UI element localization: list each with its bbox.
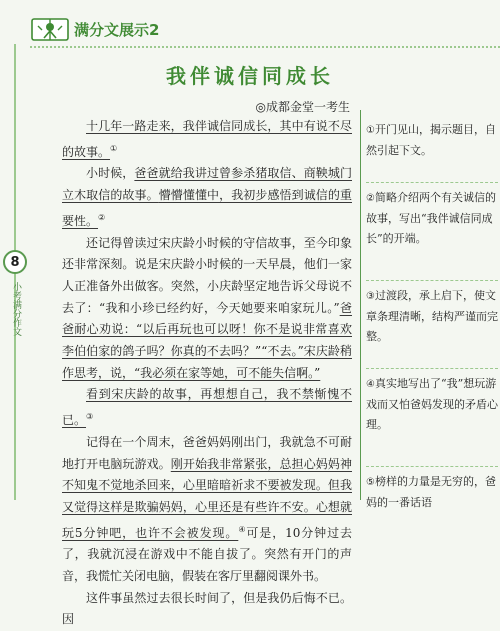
essay-paragraph: [62, 116, 352, 163]
text-segment: 可是，10分钟过去了，我就沉浸在游戏中不能自拔了。突然有开门的声音，我慌忙关闭电脑，假装在客厅里翻阅课外书。: [62, 525, 352, 584]
annotation-text: 真实地写出了“我”想玩游戏而又怕爸妈发现的矛盾心理。: [366, 377, 498, 431]
annotation-note: [366, 374, 498, 435]
underlined-text: 懵懵懂懂中，我初步感悟到诚信的重要性。: [62, 188, 352, 228]
annotation-text: 过渡段，承上启下，使文章条理清晰，结构严谨而完整。: [366, 289, 498, 343]
page-number-badge: 8: [3, 250, 27, 274]
annotation-marker: ④: [238, 524, 247, 534]
annotation-marker: ②: [98, 212, 106, 222]
annotation-note: [366, 472, 498, 513]
annotation-number: ⑤: [366, 477, 375, 488]
essay-byline: ◎成都金堂一考生: [255, 100, 350, 114]
underlined-text: 爸爸耐心劝说：“以后再玩也可以呀！你不是说非常喜欢李伯伯家的鸽子吗？你真的不去吗？”“不去。”宋庆龄稍作思考，说，“我必须在家等她，可不能失信啊。”: [62, 300, 352, 380]
annotation-column: [366, 116, 498, 509]
essay-title: 我伴诚信同成长: [166, 64, 334, 88]
section-title: 满分文展示2: [74, 20, 160, 39]
note-separator: [366, 182, 498, 183]
column-divider: [360, 110, 361, 500]
side-label: 小考满分作文: [11, 282, 21, 336]
note-separator: [366, 368, 498, 369]
section-header: [30, 14, 159, 44]
annotation-note: [366, 286, 498, 347]
essay-paragraph: [62, 432, 352, 588]
underlined-text: 刚开始我非常紧张，总担心妈妈神不知鬼不觉地杀回来，心里暗暗祈求不要被发现。但我又觉得这样是欺骗妈妈，心里还是有些许不安。心想就玩5分钟吧，也许不会被发现。: [62, 456, 352, 540]
text-segment: 还记得曾读过宋庆龄小时候的守信故事，至今印象还非常深刻。说是宋庆龄小时候的一天早晨，他们一家人正准备外出做客。突然，小庆龄坚定地告诉父母说不去了：“我和小珍已经约好，今天她要来咱家玩儿。”: [62, 235, 352, 315]
annotation-number: ①: [366, 125, 375, 136]
annotation-marker: ①: [110, 143, 118, 153]
header-dotted-rule: [30, 46, 500, 48]
note-separator: [366, 280, 498, 281]
annotation-text: 开门见山，揭示题目，自然引起下文。: [366, 123, 496, 157]
annotation-text: 简略介绍两个有关诚信的故事，写出“我伴诚信同成长”的开端。: [366, 191, 496, 245]
text-segment: 这件事虽然过去很长时间了，但是我仍后悔不已。因: [62, 590, 352, 627]
text-segment: 记得在一个周末，爸爸妈妈刚出门，我就急不可耐地打开电脑玩游戏。: [62, 434, 352, 471]
annotation-marker: ③: [86, 412, 94, 422]
note-separator: [366, 466, 498, 467]
annotation-note: [366, 188, 498, 249]
underlined-text: 爸爸就给我讲过曾参杀猪取信、商鞅城门立木取信的故事。: [62, 166, 352, 203]
underlined-text: 十几年一路走来，我伴诚信同成长，其中有说不尽的故事。: [62, 119, 352, 159]
annotation-text: 榜样的力量是无穷的，爸妈的一番话语: [366, 475, 496, 509]
annotation-number: ④: [366, 379, 375, 390]
essay-body: [62, 116, 352, 627]
underlined-text: 看到宋庆龄的故事，再想想自己，我不禁惭愧不已。: [62, 387, 352, 428]
book-icon: [30, 16, 70, 42]
essay-paragraph: [62, 588, 352, 631]
text-segment: 小时候，: [86, 166, 135, 181]
essay-paragraph: [62, 384, 352, 431]
annotation-number: ②: [366, 193, 375, 204]
essay-paragraph: [62, 233, 352, 385]
essay-paragraph: [62, 163, 352, 232]
annotation-note: [366, 120, 498, 161]
annotation-number: ③: [366, 291, 375, 302]
